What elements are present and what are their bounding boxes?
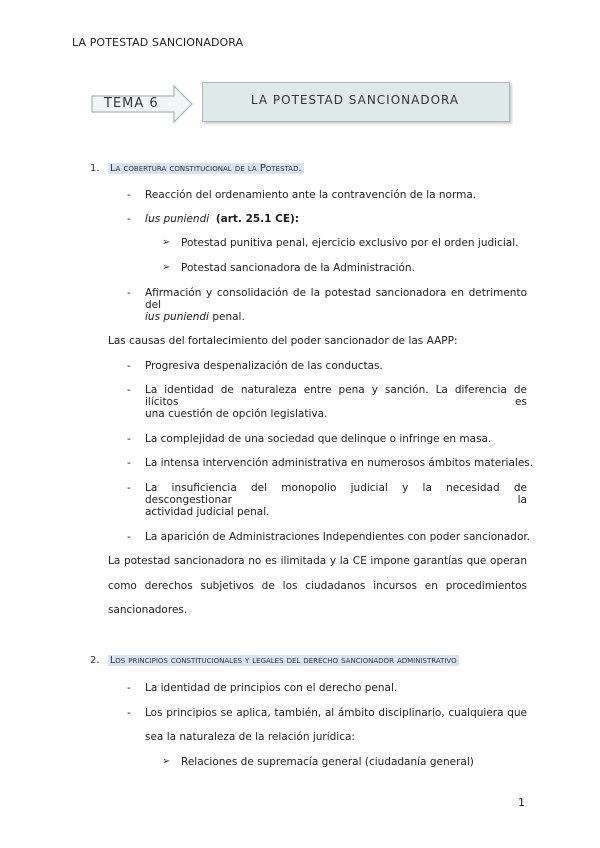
- arrow-bullet-icon: ➢: [162, 262, 171, 273]
- article-ref: (art. 25.1 CE):: [215, 213, 300, 225]
- ius-puniendi-term: ius puniendi: [145, 311, 209, 323]
- cause-complejidad: La complejidad de una sociedad que delinque o infringe en masa.: [145, 433, 492, 445]
- dash-bullet: -: [127, 384, 131, 396]
- document-title: LA POTESTAD SANCIONADORA: [250, 93, 460, 107]
- paragraph-garantias-line2: como derechos subjetivos de los ciudadanos incursos en procedimientos: [108, 580, 527, 592]
- section-2-number: 2.: [90, 655, 100, 666]
- cause-identidad-line2: una cuestión de opción legislativa.: [145, 408, 328, 420]
- cause-insuficiencia-line2: actividad judicial penal.: [145, 506, 270, 518]
- principle-disciplinario-line1: Los principios se aplica, también, al ámbito disciplinario, cualquiera que: [145, 707, 527, 719]
- arrow-bullet-icon: ➢: [162, 237, 171, 248]
- principle-disciplinario-line2: sea la naturaleza de la relación jurídica:: [145, 731, 355, 743]
- paragraph-garantias-line3: sancionadores.: [108, 604, 188, 616]
- bullet-afirmacion-line1: Afirmación y consolidación de la potestad sancionadora en detrimento del: [145, 287, 527, 311]
- section-2-heading: [90, 655, 570, 669]
- principle-identidad: La identidad de principios con el derecho penal.: [145, 682, 398, 694]
- bullet-afirmacion-line2: [145, 311, 245, 323]
- dash-bullet: -: [127, 707, 131, 719]
- dash-bullet: -: [127, 482, 131, 494]
- afirmacion-end: penal.: [208, 311, 245, 323]
- section-2-label: Los principios constitucionales y legales del derecho sancionador administrativo: [110, 655, 457, 666]
- cause-despenalizacion: Progresiva despenalización de las conductas.: [145, 360, 383, 372]
- section-1-number: 1.: [90, 163, 100, 174]
- page-number: 1: [518, 796, 525, 809]
- dash-bullet: -: [127, 213, 131, 225]
- cause-administraciones: La aparición de Administraciones Independientes con poder sancionador.: [145, 531, 531, 543]
- dash-bullet: -: [127, 189, 131, 201]
- cause-intervencion: La intensa intervención administrativa en numerosos ámbitos materiales.: [145, 457, 534, 469]
- subbullet-potestad-administracion: Potestad sancionadora de la Administración.: [181, 262, 415, 274]
- dash-bullet: -: [127, 433, 131, 445]
- causes-intro: Las causas del fortalecimiento del poder sancionador de las AAPP:: [108, 335, 458, 347]
- subbullet-supremacia-general: Relaciones de supremacía general (ciudadanía general): [181, 756, 474, 768]
- subbullet-potestad-penal: Potestad punitiva penal, ejercicio exclusivo por el orden judicial.: [181, 237, 519, 249]
- dash-bullet: -: [127, 531, 131, 543]
- running-header: LA POTESTAD SANCIONADORA: [72, 36, 244, 49]
- dash-bullet: -: [127, 287, 131, 299]
- cause-identidad-line1: La identidad de naturaleza entre pena y sanción. La diferencia de ilícitos es: [145, 384, 527, 408]
- dash-bullet: -: [127, 457, 131, 469]
- section-1-label: La cobertura constitucional de la Potestad.: [110, 163, 302, 174]
- dash-bullet: -: [127, 682, 131, 694]
- cause-insuficiencia-line1: La insuficiencia del monopolio judicial y la necesidad de descongestionar la: [145, 482, 527, 506]
- paragraph-garantias-line1: La potestad sancionadora no es ilimitada y la CE impone garantías que operan: [108, 555, 527, 567]
- bullet-reaccion: Reacción del ordenamiento ante la contravención de la norma.: [145, 189, 477, 201]
- section-1-heading: [90, 163, 570, 177]
- dash-bullet: -: [127, 360, 131, 372]
- ius-puniendi-term: Ius puniendi: [145, 213, 210, 225]
- arrow-bullet-icon: ➢: [162, 756, 171, 767]
- bullet-ius-puniendi: [145, 213, 299, 225]
- tema-label: TEMA 6: [104, 96, 159, 111]
